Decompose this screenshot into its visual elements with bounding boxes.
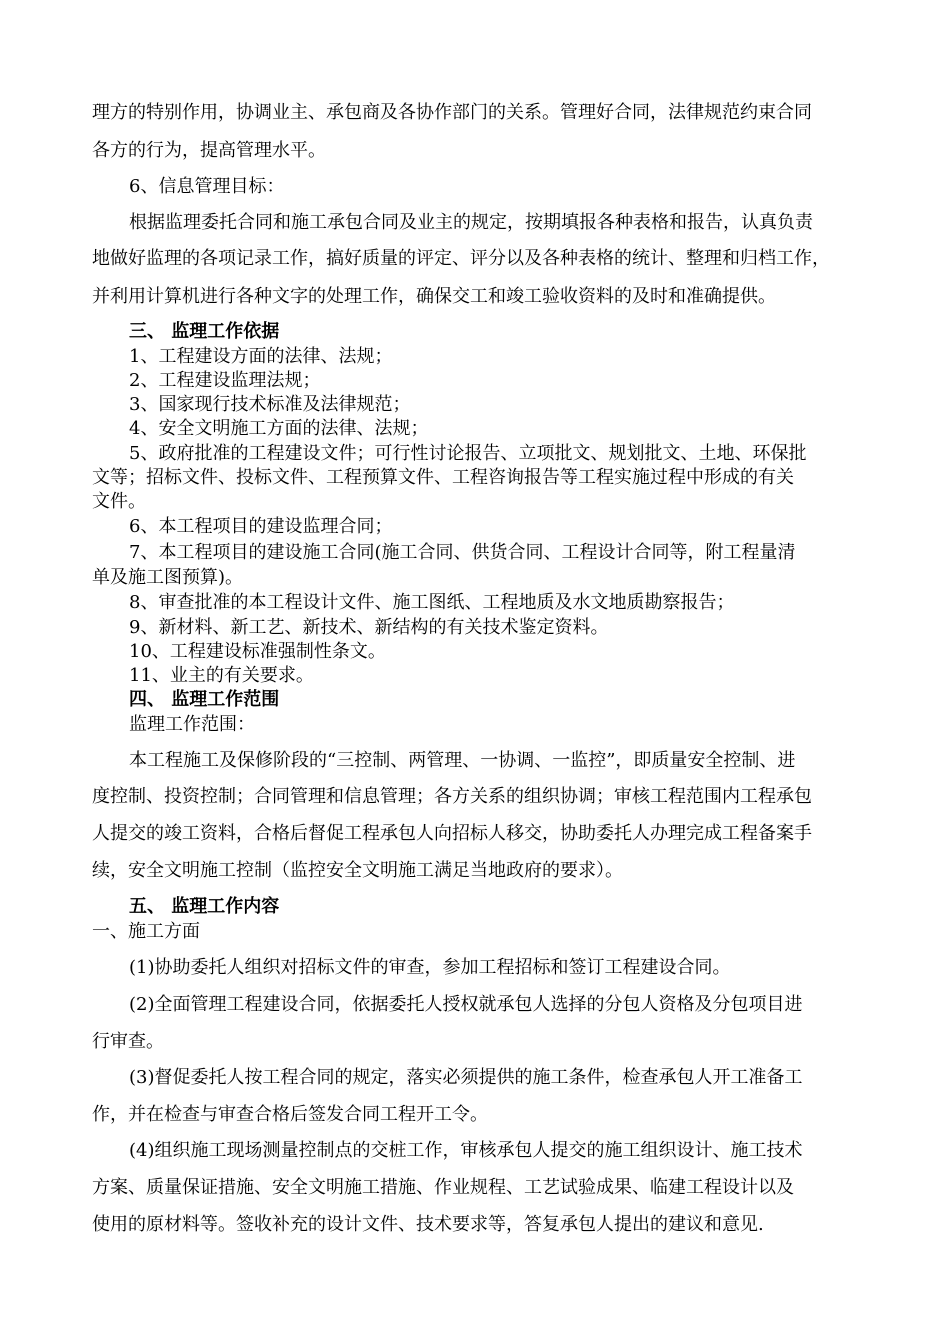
paragraph-line: 6、信息管理目标： [129, 176, 285, 197]
paragraph-line: 人提交的竣工资料，合格后督促工程承包人向招标人移交，协助委托人办理完成工程备案手 [92, 823, 812, 844]
list-item: 5、政府批准的工程建设文件；可行性讨论报告、立项批文、规划批文、土地、环保批 [129, 443, 807, 464]
list-item: 6、本工程项目的建设监理合同； [129, 516, 393, 537]
paragraph-line: 理方的特别作用，协调业主、承包商及各协作部门的关系。管理好合同，法律规范约束合同 [92, 102, 812, 123]
paragraph-line: 并利用计算机进行各种文字的处理工作，确保交工和竣工验收资料的及时和准确提供。 [92, 286, 776, 307]
list-item-continued: 文件。 [92, 491, 146, 512]
list-item: 11、业主的有关要求。 [129, 665, 314, 686]
list-item: 8、审查批准的本工程设计文件、施工图纸、工程地质及水文地质勘察报告； [129, 592, 735, 613]
list-item: 9、新材料、新工艺、新技术、新结构的有关技术鉴定资料。 [129, 617, 609, 638]
paragraph-line: 监理工作范围： [129, 714, 255, 735]
list-item: 10、工程建设标准强制性条文。 [129, 641, 386, 662]
section-heading: 四、 监理工作范围 [129, 689, 280, 710]
paragraph-line: 各方的行为，提高管理水平。 [92, 140, 326, 161]
list-item-continued: 单及施工图预算)。 [92, 567, 244, 588]
section-heading: 五、 监理工作内容 [129, 896, 280, 917]
list-item: 1、工程建设方面的法律、法规； [129, 346, 393, 367]
list-item-continued: 文等；招标文件、投标文件、工程预算文件、工程咨询报告等工程实施过程中形成的有关 [92, 467, 794, 488]
paragraph-line: (4)组织施工现场测量控制点的交桩工作，审核承包人提交的施工组织设计、施工技术 [129, 1140, 803, 1161]
paragraph-line: (1)协助委托人组织对招标文件的审查，参加工程招标和签订工程建设合同。 [129, 957, 731, 978]
paragraph-line: (3)督促委托人按工程合同的规定，落实必须提供的施工条件，检查承包人开工准备工 [129, 1067, 803, 1088]
paragraph-line: 方案、质量保证措施、安全文明施工措施、作业规程、工艺试验成果、临建工程设计以及 [92, 1177, 794, 1198]
list-item: 2、工程建设监理法规； [129, 370, 321, 391]
subsection-heading: 一、施工方面 [92, 921, 200, 942]
paragraph-line: 地做好监理的各项记录工作，搞好质量的评定、评分以及各种表格的统计、整理和归档工作， [92, 248, 830, 269]
paragraph-line: 行审查。 [92, 1031, 164, 1052]
section-heading: 三、 监理工作依据 [129, 321, 280, 342]
list-item: 4、安全文明施工方面的法律、法规； [129, 418, 429, 439]
paragraph-line: (2)全面管理工程建设合同，依据委托人授权就承包人选择的分包人资格及分包项目进 [129, 994, 803, 1015]
paragraph-line: 度控制、投资控制；合同管理和信息管理；各方关系的组织协调；审核工程范围内工程承包 [92, 786, 812, 807]
paragraph-line: 作，并在检查与审查合格后签发合同工程开工令。 [92, 1104, 488, 1125]
paragraph-line: 使用的原材料等。签收补充的设计文件、技术要求等，答复承包人提出的建议和意见. [92, 1214, 764, 1235]
list-item: 7、本工程项目的建设施工合同(施工合同、供货合同、工程设计合同等，附工程量清 [129, 542, 796, 563]
list-item: 3、国家现行技术标准及法律规范； [129, 394, 411, 415]
paragraph-line: 根据监理委托合同和施工承包合同及业主的规定，按期填报各种表格和报告，认真负责 [129, 212, 813, 233]
paragraph-line: 续，安全文明施工控制（监控安全文明施工满足当地政府的要求）。 [92, 860, 623, 881]
paragraph-line: 本工程施工及保修阶段的“三控制、两管理、一协调、一监控”，即质量安全控制、进 [129, 750, 796, 771]
